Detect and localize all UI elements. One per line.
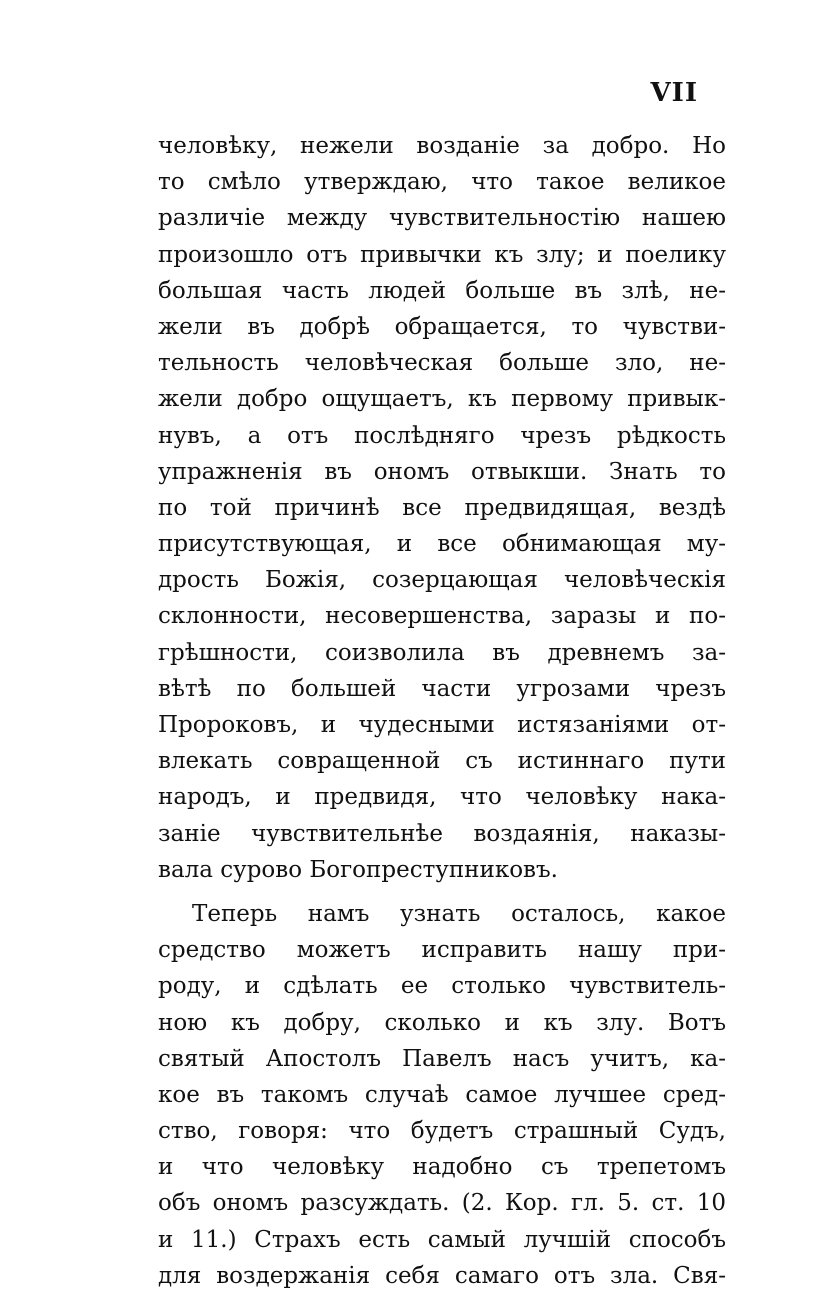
text-line: ство, говоря: что будетъ страшный Судъ, [158,1118,726,1145]
text-line: для воздержанія себя самаго отъ зла. Свя- [158,1262,726,1289]
text-line: по той причинѣ все предвидящая, вездѣ [158,494,726,521]
text-line: вала сурово Богопреступниковъ. [158,856,558,883]
text-line: Пророковъ, и чудесными истязаніями от- [158,712,726,738]
text-line: роду, и сдѣлать ее столько чувствитель- [158,973,726,1000]
paragraph-2 [158,896,726,1294]
text-line: Теперь намъ узнать осталось, какое [192,900,726,927]
text-line: и что человѣку надобно съ трепетомъ [158,1154,726,1181]
paragraph-1 [158,128,726,888]
text-line: влекать совращенной съ истиннаго пути [158,748,726,775]
page-number: VII [650,78,698,108]
text-line: жели добро ощущаетъ, къ первому привык- [158,386,726,413]
paragraph-gap [158,888,726,896]
text-line: объ ономъ разсуждать. (2. Кор. гл. 5. ст. 10 [158,1190,726,1217]
text-line: нувъ, а отъ послѣдняго чрезъ рѣдкость [158,422,726,449]
text-line: жели въ добрѣ обращается, то чувстви- [158,313,726,340]
text-line: средство можетъ исправить нашу при- [158,937,726,964]
text-line: присутствующая, и все обнимающая му- [158,531,726,558]
text-line: произошло отъ привычки къ злу; и поелику [158,241,726,268]
text-line: человѣку, нежели возданіе за добро. Но [158,133,726,159]
text-line: кое въ такомъ случаѣ самое лучшее сред- [158,1081,726,1108]
text-line: тельность человѣческая больше зло, не- [158,350,726,377]
text-line: большая часть людей больше въ злѣ, не- [158,277,726,304]
text-line: упражненія въ ономъ отвыкши. Знать то [158,458,726,485]
text-line: народъ, и предвидя, что человѣку нака- [158,784,726,811]
text-line: дрость Божія, созерцающая человѣческія [158,567,726,594]
text-line: то смѣло утверждаю, что такое великое [158,169,726,196]
text-line: и 11.) Страхъ есть самый лучшій способъ [158,1226,726,1253]
text-line: святый Апостолъ Павелъ насъ учитъ, ка- [158,1045,726,1072]
text-line: грѣшности, соизволила въ древнемъ за- [158,639,726,666]
text-line: заніе чувствительнѣе воздаянія, наказы- [158,820,726,847]
text-line: склонности, несовершенства, заразы и по- [158,603,726,630]
text-line: различіе между чувствительностію нашею [158,205,726,232]
text-line: вѣтѣ по большей части угрозами чрезъ [158,675,726,702]
body-text [158,128,726,1294]
text-line: ною къ добру, сколько и къ злу. Вотъ [158,1009,726,1036]
